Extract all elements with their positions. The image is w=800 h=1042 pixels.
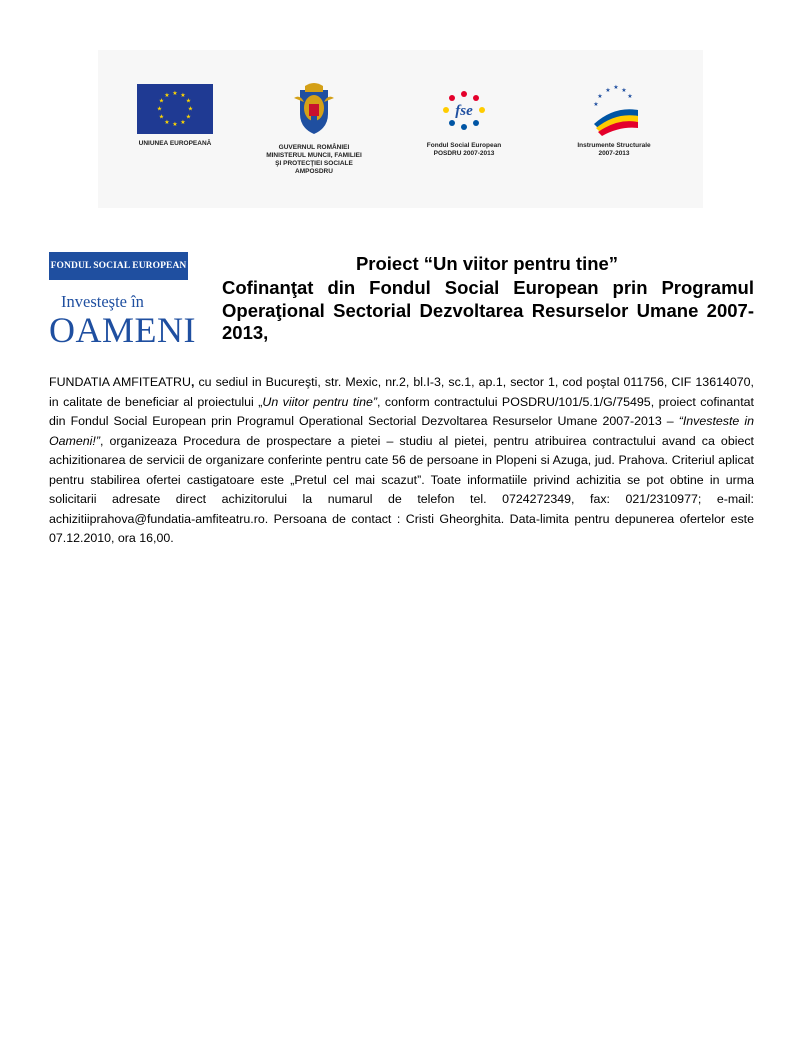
svg-text:★: ★: [605, 87, 611, 94]
organization-name: FUNDATIA AMFITEATRU: [49, 375, 191, 389]
paragraph-part-1: cu sediul in Bucureşti, str. Mexic, nr.2, bl.I-3, sc.1, ap.1, sector 1, cod poştal 011756, CIF 13614070, in calitate de beneficiar al proiectului „: [49, 375, 754, 409]
project-name: Un viitor pentru tine”: [262, 394, 377, 409]
logo-caption: GUVERNUL ROMÂNIEI MINISTERUL MUNCII, FAMILIEI ŞI PROTECŢIEI SOCIALE AMPOSDRU: [266, 144, 362, 175]
svg-text:★: ★: [185, 113, 192, 121]
svg-text:★: ★: [180, 119, 186, 126]
instrumente-structurale-icon: [586, 82, 642, 136]
svg-text:★: ★: [597, 93, 603, 100]
svg-text:★: ★: [627, 93, 633, 100]
fse-logo-icon: [436, 86, 492, 136]
svg-text:★: ★: [613, 84, 619, 91]
project-title: Proiect “Un viitor pentru tine”: [355, 253, 619, 274]
announcement-paragraph: [49, 373, 754, 549]
svg-text:★: ★: [164, 119, 170, 126]
investeste-line: Investeşte în: [61, 292, 144, 311]
eu-flag-icon: [137, 84, 213, 134]
svg-text:★: ★: [172, 121, 178, 128]
logo-caption: UNIUNEA EUROPEANĂ: [138, 140, 212, 147]
fondul-social-european-banner: FONDUL SOCIAL EUROPEAN: [49, 252, 188, 280]
svg-text:★: ★: [164, 92, 170, 99]
logo-uniunea-europeana: [115, 84, 235, 148]
svg-text:★: ★: [593, 101, 599, 108]
logo-caption: Instrumente Structurale 2007-2013: [577, 142, 651, 157]
paragraph-part-3: , organizeaza Procedura de prospectare a pietei – studiu al pietei, pentru atribuirea contractului avand ca obiect achizitionarea de servicii de organizare conferinte pentru cate 56 de persoane in Plopeni si Azuga, jud. Prahova. Criteriul aplicat pentru stabilirea ofertei castigatoare este „Pretul cel mai scazut”. Toate informatiile privind achizitia se pot obtine in urma solicitarii adresate direct achizitorului la numarul de telefon tel. 0724272349, fax: 021/2310977; e-mail: achizitiiprahova@fundatia-amfiteatru.ro. Persoana de contact : Cristi Gheorghita. Data-limita pentru depunerea ofertelor este 07.12.2010, ora 16,00.: [49, 433, 754, 545]
logo-guvernul-romaniei: [254, 80, 374, 176]
svg-text:★: ★: [156, 105, 163, 113]
logo-instrumente-structurale: [554, 82, 674, 158]
svg-text:★: ★: [158, 113, 165, 121]
svg-text:★: ★: [621, 87, 627, 94]
fse-mark: fse: [455, 103, 473, 119]
romania-coat-of-arms-icon: [292, 80, 336, 138]
svg-text:★: ★: [185, 97, 192, 105]
svg-text:★: ★: [180, 92, 186, 99]
slogan: “Investeste in Oameni!”: [49, 414, 754, 448]
paragraph-part-2: , conform contractului POSDRU/101/5.1/G/75495, proiect cofinantat din Fondul Social European prin Programul Operational Sectorial Dezvoltarea Resurselor Umane 2007-2013 –: [49, 394, 754, 428]
oameni-line: OAMENI: [49, 310, 196, 350]
organization-comma: ,: [190, 375, 195, 389]
svg-text:★: ★: [172, 90, 178, 97]
logo-fondul-social-european: [404, 86, 524, 158]
svg-text:★: ★: [158, 97, 165, 105]
logo-caption: Fondul Social European POSDRU 2007-2013: [426, 142, 502, 157]
partner-logos-strip: [98, 50, 703, 208]
svg-text:★: ★: [187, 105, 194, 113]
investeste-in-oameni-logo: [49, 293, 194, 349]
project-subtitle: Cofinanţat din Fondul Social European prin Programul Operaţional Sectorial Dezvoltarea Resurselor Umane 2007- 2013,: [222, 277, 754, 343]
